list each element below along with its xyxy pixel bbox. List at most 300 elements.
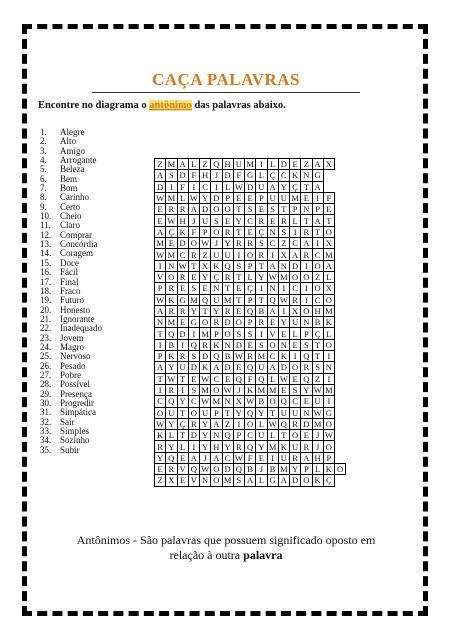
grid-cell[interactable]: Z	[200, 159, 211, 170]
grid-cell[interactable]: Y	[278, 317, 289, 328]
grid-cell[interactable]: U	[200, 215, 211, 226]
grid-cell[interactable]: P	[245, 260, 256, 271]
grid-cell[interactable]: N	[267, 283, 278, 294]
grid-cell[interactable]: N	[278, 339, 289, 350]
grid-cell[interactable]: S	[233, 260, 244, 271]
grid-cell[interactable]: A	[301, 238, 312, 249]
grid-cell[interactable]: J	[233, 384, 244, 395]
grid-cell[interactable]: U	[211, 249, 222, 260]
grid-cell[interactable]: I	[278, 283, 289, 294]
grid-cell[interactable]: W	[234, 181, 243, 192]
grid-cell[interactable]: W	[201, 464, 210, 475]
grid-cell[interactable]: R	[177, 351, 188, 362]
grid-cell[interactable]: E	[222, 215, 233, 226]
grid-cell[interactable]: L	[312, 464, 323, 475]
grid-cell[interactable]: Y	[290, 464, 301, 475]
grid-cell[interactable]: S	[301, 339, 312, 350]
grid-cell[interactable]: V	[267, 328, 278, 339]
grid-cell[interactable]: L	[245, 271, 256, 282]
grid-cell[interactable]: W	[234, 452, 243, 463]
grid-cell[interactable]: K	[155, 430, 166, 441]
grid-cell[interactable]: Q	[301, 351, 312, 362]
grid-cell[interactable]: T	[188, 260, 199, 271]
grid-cell[interactable]: O	[267, 396, 278, 407]
grid-cell[interactable]: S	[188, 384, 199, 395]
grid-cell[interactable]: M	[167, 193, 176, 204]
grid-cell[interactable]: V	[177, 464, 188, 475]
grid-cell[interactable]: U	[290, 407, 301, 418]
grid-cell[interactable]: K	[211, 260, 222, 271]
grid-cell[interactable]: M	[212, 396, 221, 407]
grid-cell[interactable]: C	[267, 351, 278, 362]
grid-cell[interactable]: U	[290, 441, 301, 452]
grid-cell[interactable]: B	[222, 351, 233, 362]
grid-cell[interactable]: S	[166, 170, 177, 181]
grid-cell[interactable]: S	[312, 362, 323, 373]
grid-cell[interactable]: J	[211, 238, 222, 249]
grid-cell[interactable]: X	[200, 260, 211, 271]
grid-cell[interactable]: W	[156, 249, 165, 260]
grid-cell[interactable]: Q	[211, 159, 222, 170]
grid-cell[interactable]: A	[267, 305, 278, 316]
grid-cell[interactable]: D	[211, 192, 222, 203]
grid-cell[interactable]: T	[177, 430, 188, 441]
grid-cell[interactable]: C	[312, 249, 323, 260]
grid-cell[interactable]: Y	[256, 407, 267, 418]
grid-cell[interactable]: S	[256, 238, 267, 249]
grid-cell[interactable]: N	[166, 260, 177, 271]
grid-cell[interactable]: I	[211, 181, 222, 192]
grid-cell[interactable]: W	[313, 385, 322, 396]
grid-cell[interactable]: N	[222, 339, 233, 350]
grid-cell[interactable]: L	[290, 215, 301, 226]
grid-cell[interactable]: O	[211, 464, 222, 475]
grid-cell[interactable]: I	[256, 159, 267, 170]
grid-cell[interactable]: Q	[245, 362, 256, 373]
grid-cell[interactable]: X	[323, 283, 334, 294]
grid-cell[interactable]: M	[280, 464, 288, 475]
grid-cell[interactable]: P	[233, 430, 244, 441]
grid-cell[interactable]: D	[188, 430, 199, 441]
grid-cell[interactable]: P	[290, 204, 301, 215]
grid-cell[interactable]: U	[256, 362, 267, 373]
grid-cell[interactable]: J	[312, 441, 323, 452]
grid-cell[interactable]: R	[188, 418, 199, 429]
grid-cell[interactable]: I	[256, 283, 267, 294]
grid-cell[interactable]: R	[233, 238, 244, 249]
grid-cell[interactable]: D	[200, 351, 211, 362]
grid-cell[interactable]: R	[166, 464, 177, 475]
grid-cell[interactable]: U	[278, 407, 289, 418]
grid-cell[interactable]: M	[325, 385, 333, 396]
grid-cell[interactable]: U	[278, 192, 289, 203]
grid-cell[interactable]: Z	[312, 373, 323, 384]
grid-cell[interactable]: T	[233, 294, 244, 305]
grid-cell[interactable]: D	[188, 362, 199, 373]
grid-cell[interactable]: E	[222, 373, 233, 384]
grid-cell[interactable]: P	[155, 351, 166, 362]
grid-cell[interactable]: W	[313, 407, 322, 418]
grid-cell[interactable]: A	[188, 452, 199, 463]
grid-cell[interactable]: O	[222, 204, 233, 215]
grid-cell[interactable]: I	[155, 339, 166, 350]
grid-cell[interactable]: R	[166, 384, 177, 395]
grid-cell[interactable]: A	[211, 418, 222, 429]
grid-cell[interactable]: Z	[301, 159, 312, 170]
grid-cell[interactable]: U	[256, 181, 267, 192]
grid-cell[interactable]: P	[222, 192, 233, 203]
grid-cell[interactable]: Y	[256, 271, 267, 282]
grid-cell[interactable]: W	[167, 373, 176, 384]
grid-cell[interactable]: B	[312, 317, 323, 328]
grid-cell[interactable]: I	[233, 418, 244, 429]
grid-cell[interactable]: Ç	[323, 475, 334, 486]
grid-cell[interactable]: O	[290, 430, 301, 441]
grid-cell[interactable]: Z	[222, 418, 233, 429]
grid-cell[interactable]: A	[177, 159, 188, 170]
grid-cell[interactable]: Q	[200, 294, 211, 305]
grid-cell[interactable]: S	[188, 283, 199, 294]
grid-cell[interactable]: Z	[312, 271, 323, 282]
grid-cell[interactable]: K	[278, 351, 289, 362]
grid-cell[interactable]: B	[267, 464, 278, 475]
grid-cell[interactable]: I	[155, 384, 166, 395]
grid-cell[interactable]: E	[177, 283, 188, 294]
grid-cell[interactable]: Ç	[256, 226, 267, 237]
grid-cell[interactable]: F	[245, 373, 256, 384]
grid-cell[interactable]: G	[177, 294, 188, 305]
grid-cell[interactable]: C	[211, 373, 222, 384]
grid-cell[interactable]: R	[177, 204, 188, 215]
grid-cell[interactable]: M	[280, 272, 288, 283]
grid-cell[interactable]: Y	[301, 384, 312, 395]
grid-cell[interactable]: O	[245, 418, 256, 429]
grid-cell[interactable]: M	[257, 385, 266, 396]
grid-cell[interactable]: Y	[177, 396, 188, 407]
grid-cell[interactable]: D	[301, 418, 312, 429]
grid-cell[interactable]: A	[312, 215, 323, 226]
grid-cell[interactable]: T	[200, 305, 211, 316]
grid-cell[interactable]: I	[155, 260, 166, 271]
grid-cell[interactable]: Y	[233, 407, 244, 418]
grid-cell[interactable]: Q	[245, 407, 256, 418]
grid-cell[interactable]: I	[278, 305, 289, 316]
grid-cell[interactable]: Z	[155, 475, 166, 486]
grid-cell[interactable]: T	[267, 407, 278, 418]
grid-cell[interactable]: Q	[256, 373, 267, 384]
grid-cell[interactable]: Q	[233, 464, 244, 475]
grid-cell[interactable]: L	[177, 192, 188, 203]
grid-cell[interactable]: Y	[166, 362, 177, 373]
grid-cell[interactable]: M	[201, 328, 209, 339]
grid-cell[interactable]: I	[323, 373, 334, 384]
grid-cell[interactable]: T	[233, 271, 244, 282]
grid-cell[interactable]: Q	[245, 305, 256, 316]
grid-cell[interactable]: R	[290, 452, 301, 463]
grid-cell[interactable]: O	[200, 317, 211, 328]
grid-cell[interactable]: S	[233, 475, 244, 486]
grid-cell[interactable]: O	[290, 362, 301, 373]
grid-cell[interactable]: M	[325, 306, 333, 316]
grid-cell[interactable]: C	[245, 430, 256, 441]
grid-cell[interactable]: B	[245, 464, 256, 475]
grid-cell[interactable]: E	[177, 452, 188, 463]
grid-cell[interactable]: J	[312, 430, 323, 441]
grid-cell[interactable]: D	[245, 181, 256, 192]
grid-cell[interactable]: E	[155, 464, 166, 475]
grid-cell[interactable]: O	[245, 249, 256, 260]
grid-cell[interactable]: D	[177, 328, 188, 339]
grid-cell[interactable]: E	[200, 283, 211, 294]
grid-cell[interactable]: L	[267, 373, 278, 384]
grid-cell[interactable]: Y	[222, 238, 233, 249]
grid-cell[interactable]: E	[177, 317, 188, 328]
grid-cell[interactable]: C	[188, 396, 199, 407]
grid-cell[interactable]: S	[278, 226, 289, 237]
grid-cell[interactable]: F	[323, 192, 334, 203]
grid-cell[interactable]: N	[211, 283, 222, 294]
grid-cell[interactable]: T	[233, 226, 244, 237]
grid-cell[interactable]: O	[211, 384, 222, 395]
grid-cell[interactable]: J	[211, 170, 222, 181]
grid-cell[interactable]: I	[177, 339, 188, 350]
grid-cell[interactable]: E	[267, 317, 278, 328]
grid-cell[interactable]: U	[267, 192, 278, 203]
grid-cell[interactable]: R	[222, 305, 233, 316]
grid-cell[interactable]: B	[166, 339, 177, 350]
grid-cell[interactable]: E	[290, 159, 301, 170]
grid-cell[interactable]: D	[222, 362, 233, 373]
grid-cell[interactable]: P	[301, 464, 312, 475]
grid-cell[interactable]: H	[312, 452, 323, 463]
grid-cell[interactable]: E	[233, 283, 244, 294]
grid-cell[interactable]: A	[267, 260, 278, 271]
grid-cell[interactable]: W	[279, 294, 288, 305]
grid-cell[interactable]: D	[222, 464, 233, 475]
grid-cell[interactable]: L	[267, 430, 278, 441]
grid-cell[interactable]: Ç	[290, 181, 301, 192]
grid-cell[interactable]: Q	[301, 373, 312, 384]
grid-cell[interactable]: T	[312, 339, 323, 350]
grid-cell[interactable]: H	[211, 441, 222, 452]
grid-cell[interactable]: M	[167, 159, 176, 170]
grid-cell[interactable]: E	[233, 362, 244, 373]
grid-cell[interactable]: D	[233, 339, 244, 350]
grid-cell[interactable]: T	[222, 283, 233, 294]
grid-cell[interactable]: T	[177, 373, 188, 384]
grid-cell[interactable]: I	[256, 328, 267, 339]
grid-cell[interactable]: I	[323, 351, 334, 362]
grid-cell[interactable]: O	[211, 475, 222, 486]
grid-cell[interactable]: Y	[155, 452, 166, 463]
grid-cell[interactable]: O	[211, 204, 222, 215]
grid-cell[interactable]: O	[301, 475, 312, 486]
grid-cell[interactable]: P	[211, 407, 222, 418]
grid-cell[interactable]: T	[278, 430, 289, 441]
grid-cell[interactable]: G	[188, 317, 199, 328]
grid-cell[interactable]: Q	[278, 418, 289, 429]
grid-cell[interactable]: C	[312, 294, 323, 305]
grid-cell[interactable]: E	[256, 452, 267, 463]
grid-cell[interactable]: D	[290, 260, 301, 271]
grid-cell[interactable]: C	[245, 215, 256, 226]
grid-cell[interactable]: I	[233, 249, 244, 260]
grid-cell[interactable]: S	[267, 204, 278, 215]
grid-cell[interactable]: R	[245, 238, 256, 249]
grid-cell[interactable]: R	[211, 317, 222, 328]
grid-cell[interactable]: D	[222, 317, 233, 328]
grid-cell[interactable]: Q	[222, 430, 233, 441]
grid-cell[interactable]: T	[301, 215, 312, 226]
grid-cell[interactable]: F	[177, 181, 188, 192]
grid-cell[interactable]: U	[312, 396, 323, 407]
grid-cell[interactable]: S	[245, 328, 256, 339]
grid-cell[interactable]: K	[323, 464, 334, 475]
grid-cell[interactable]: W	[178, 260, 187, 271]
grid-cell[interactable]: N	[155, 317, 166, 328]
grid-cell[interactable]: R	[166, 204, 177, 215]
grid-cell[interactable]: R	[233, 441, 244, 452]
grid-cell[interactable]: P	[211, 328, 222, 339]
grid-cell[interactable]: T	[222, 407, 233, 418]
grid-cell[interactable]: S	[245, 204, 256, 215]
grid-cell[interactable]: K	[166, 294, 177, 305]
grid-cell[interactable]: O	[335, 464, 346, 475]
grid-cell[interactable]: P	[245, 317, 256, 328]
grid-cell[interactable]: U	[211, 294, 222, 305]
grid-cell[interactable]: R	[278, 215, 289, 226]
grid-cell[interactable]: Ç	[211, 271, 222, 282]
grid-cell[interactable]: C	[290, 283, 301, 294]
grid-cell[interactable]: I	[312, 192, 323, 203]
grid-cell[interactable]: R	[155, 441, 166, 452]
grid-cell[interactable]: A	[323, 260, 334, 271]
grid-cell[interactable]: Q	[188, 339, 199, 350]
grid-cell[interactable]: Y	[166, 441, 177, 452]
grid-cell[interactable]: L	[256, 418, 267, 429]
grid-cell[interactable]: E	[188, 373, 199, 384]
grid-cell[interactable]: K	[211, 339, 222, 350]
grid-cell[interactable]: T	[312, 351, 323, 362]
grid-cell[interactable]: W	[201, 373, 210, 384]
grid-cell[interactable]: A	[155, 305, 166, 316]
grid-cell[interactable]: O	[312, 283, 323, 294]
grid-cell[interactable]: I	[267, 452, 278, 463]
grid-cell[interactable]: E	[323, 204, 334, 215]
grid-cell[interactable]: A	[211, 452, 222, 463]
grid-cell[interactable]: O	[233, 317, 244, 328]
grid-cell[interactable]: A	[267, 362, 278, 373]
grid-cell[interactable]: O	[166, 271, 177, 282]
grid-cell[interactable]: E	[233, 192, 244, 203]
grid-cell[interactable]: Y	[166, 418, 177, 429]
grid-cell[interactable]: U	[166, 407, 177, 418]
grid-cell[interactable]: Q	[278, 396, 289, 407]
grid-cell[interactable]: S	[211, 215, 222, 226]
grid-cell[interactable]: A	[155, 362, 166, 373]
grid-cell[interactable]: R	[301, 249, 312, 260]
grid-cell[interactable]: C	[278, 170, 289, 181]
grid-cell[interactable]: W	[234, 351, 243, 362]
grid-cell[interactable]: O	[155, 407, 166, 418]
grid-cell[interactable]: W	[201, 238, 210, 249]
grid-cell[interactable]: L	[256, 475, 267, 486]
grid-cell[interactable]: R	[222, 226, 233, 237]
grid-cell[interactable]: R	[177, 305, 188, 316]
grid-cell[interactable]: C	[177, 249, 188, 260]
grid-cell[interactable]: R	[200, 339, 211, 350]
grid-cell[interactable]: O	[188, 238, 199, 249]
grid-cell[interactable]: P	[312, 204, 323, 215]
grid-cell[interactable]: C	[290, 396, 301, 407]
grid-cell[interactable]: E	[301, 192, 312, 203]
grid-cell[interactable]: L	[290, 328, 301, 339]
grid-cell[interactable]: I	[177, 384, 188, 395]
grid-cell[interactable]: A	[301, 452, 312, 463]
grid-cell[interactable]: R	[177, 271, 188, 282]
grid-cell[interactable]: T	[177, 407, 188, 418]
grid-cell[interactable]: Y	[278, 181, 289, 192]
grid-cell[interactable]: N	[267, 226, 278, 237]
grid-cell[interactable]: Q	[166, 328, 177, 339]
grid-cell[interactable]: M	[190, 294, 198, 305]
grid-cell[interactable]: F	[245, 452, 256, 463]
grid-cell[interactable]: N	[301, 317, 312, 328]
grid-cell[interactable]: I	[323, 396, 334, 407]
grid-cell[interactable]: H	[222, 159, 233, 170]
grid-cell[interactable]: F	[188, 170, 199, 181]
grid-cell[interactable]: Q	[211, 351, 222, 362]
grid-cell[interactable]: E	[290, 339, 301, 350]
grid-cell[interactable]: M	[201, 385, 209, 396]
grid-cell[interactable]: T	[256, 294, 267, 305]
grid-cell[interactable]: C	[222, 452, 233, 463]
grid-cell[interactable]: O	[323, 294, 334, 305]
grid-cell[interactable]: N	[211, 430, 222, 441]
grid-cell[interactable]: W	[189, 193, 198, 204]
grid-cell[interactable]: Ç	[245, 283, 256, 294]
grid-cell[interactable]: A	[278, 475, 289, 486]
grid-cell[interactable]: K	[245, 384, 256, 395]
grid-cell[interactable]: Q	[267, 294, 278, 305]
grid-cell[interactable]: D	[177, 170, 188, 181]
grid-cell[interactable]: K	[177, 226, 188, 237]
grid-cell[interactable]: A	[245, 475, 256, 486]
grid-cell[interactable]: R	[256, 249, 267, 260]
grid-cell[interactable]: I	[267, 249, 278, 260]
grid-cell[interactable]: I	[312, 238, 323, 249]
grid-cell[interactable]: E	[155, 215, 166, 226]
grid-cell[interactable]: N	[278, 260, 289, 271]
grid-cell[interactable]: G	[245, 170, 256, 181]
grid-cell[interactable]: E	[233, 305, 244, 316]
grid-cell[interactable]: C	[155, 396, 166, 407]
grid-cell[interactable]: O	[267, 339, 278, 350]
grid-cell[interactable]: B	[256, 396, 267, 407]
grid-cell[interactable]: I	[188, 181, 199, 192]
grid-cell[interactable]: W	[246, 396, 255, 407]
grid-cell[interactable]: R	[301, 362, 312, 373]
grid-cell[interactable]: G	[267, 475, 278, 486]
grid-cell[interactable]: I	[301, 260, 312, 271]
grid-cell[interactable]: P	[323, 452, 334, 463]
grid-cell[interactable]: Y	[211, 305, 222, 316]
grid-cell[interactable]: J	[256, 464, 267, 475]
grid-cell[interactable]: R	[245, 351, 256, 362]
grid-cell[interactable]: T	[155, 328, 166, 339]
grid-cell[interactable]: R	[301, 441, 312, 452]
grid-cell[interactable]: X	[233, 396, 244, 407]
